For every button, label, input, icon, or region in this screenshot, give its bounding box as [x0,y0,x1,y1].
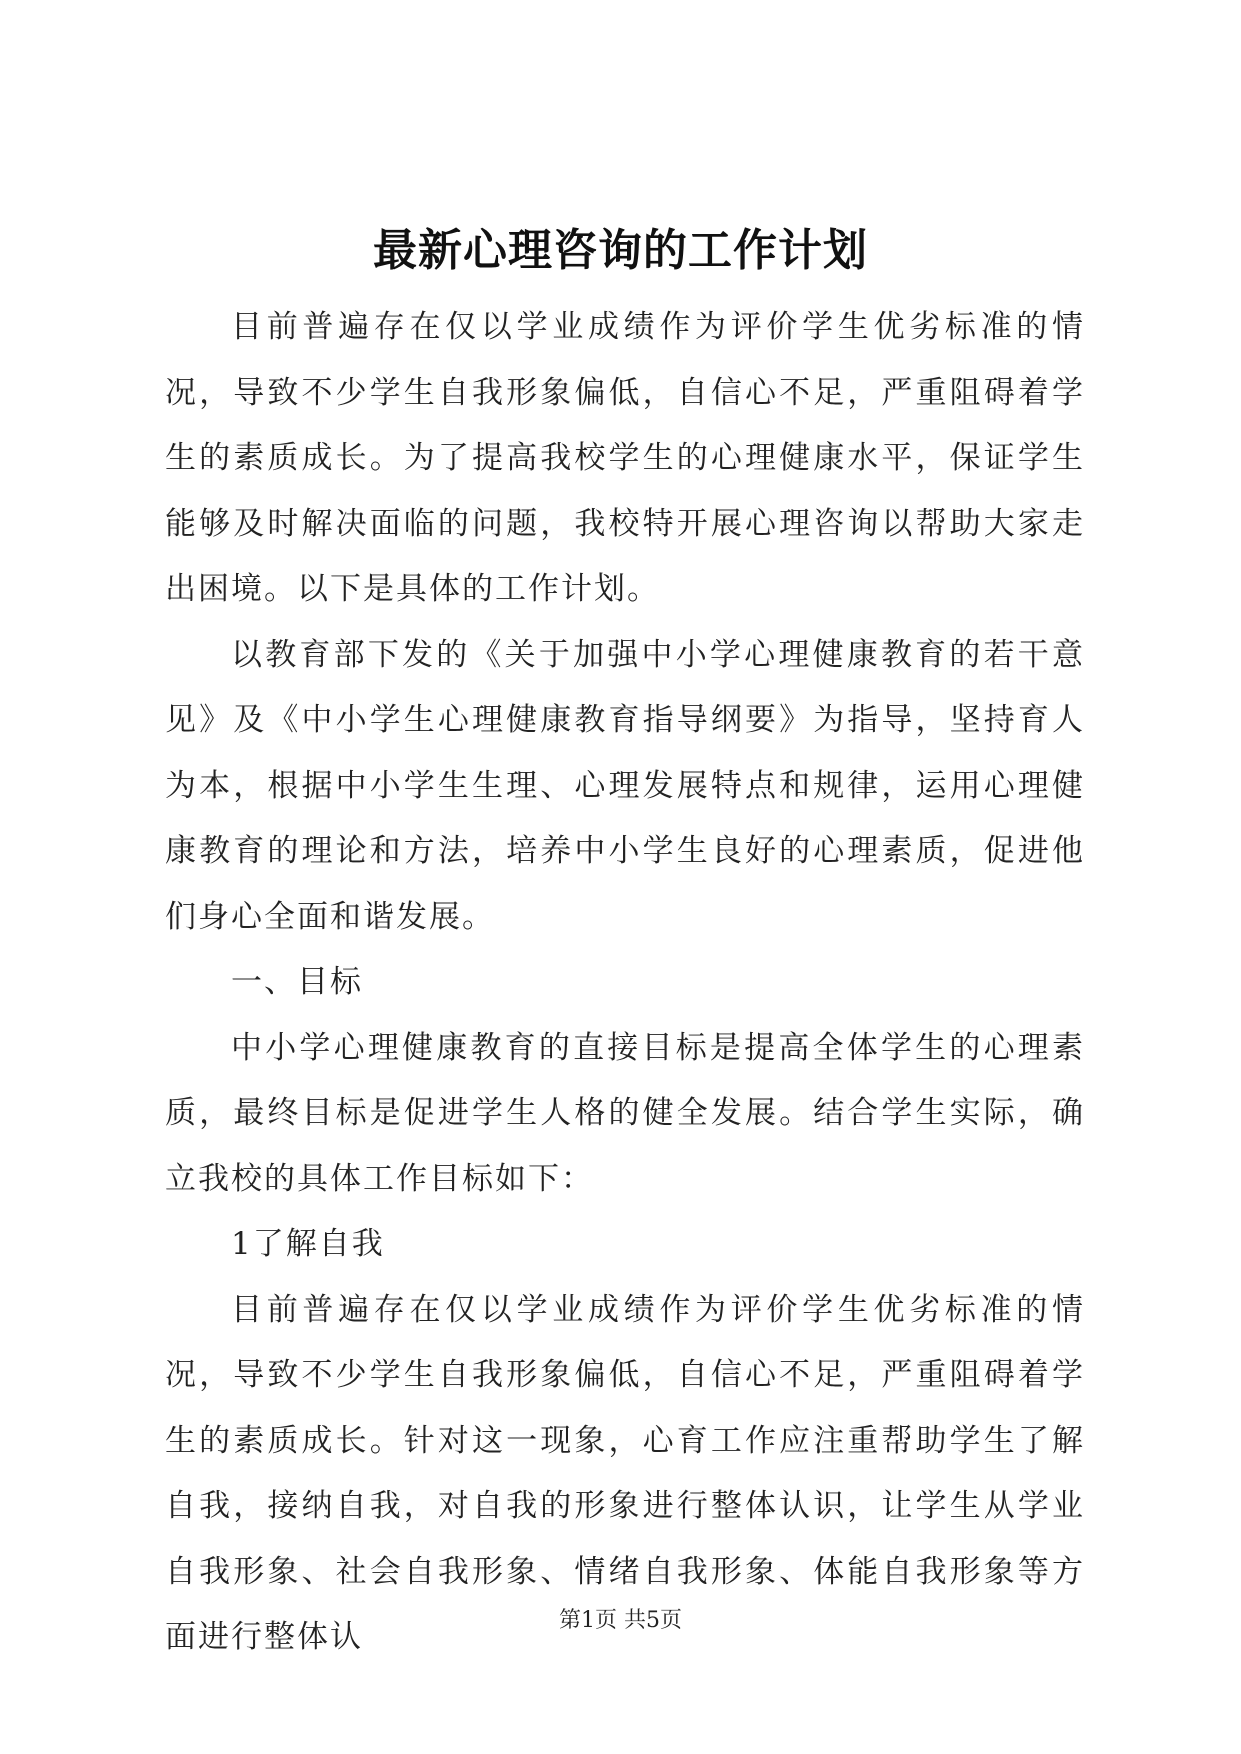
subsection-heading: 1了解自我 [231,1226,385,1262]
paragraph: 目前普遍存在仅以学业成绩作为评价学生优劣标准的情况，导致不少学生自我形象偏低，自信心不足，严重阻碍着学生的素质成长。为了提高我校学生的心理健康水平，保证学生能够及时解决面临的问题，我校特开展心理咨询以帮助大家走出困境。以下是具体的工作计划。 [165,309,1085,607]
paragraph: 以教育部下发的《关于加强中小学心理健康教育的若干意见》及《中小学生心理健康教育指导纲要》为指导，坚持育人为本，根据中小学生生理、心理发展特点和规律，运用心理健康教育的理论和方法，培养中小学生良好的心理素质，促进他们身心全面和谐发展。 [165,636,1085,935]
paragraph: 目前普遍存在仅以学业成绩作为评价学生优劣标准的情况，导致不少学生自我形象偏低，自信心不足，严重阻碍着学生的素质成长。针对这一现象，心育工作应注重帮助学生了解自我，接纳自我，对自我的形象进行整体认识，让学生从学业自我形象、社会自我形象、情绪自我形象、体能自我形象等方面进行整体认 [165,1291,1085,1655]
section-heading: 一、目标 [231,964,363,1000]
page-footer: 第1页 共5页 [559,1608,682,1633]
document-title: 最新心理咨询的工作计划 [373,225,868,276]
paragraph: 中小学心理健康教育的直接目标是提高全体学生的心理素质，最终目标是促进学生人格的健全发展。结合学生实际，确立我校的具体工作目标如下： [165,1029,1085,1197]
document-body [165,295,1085,1671]
